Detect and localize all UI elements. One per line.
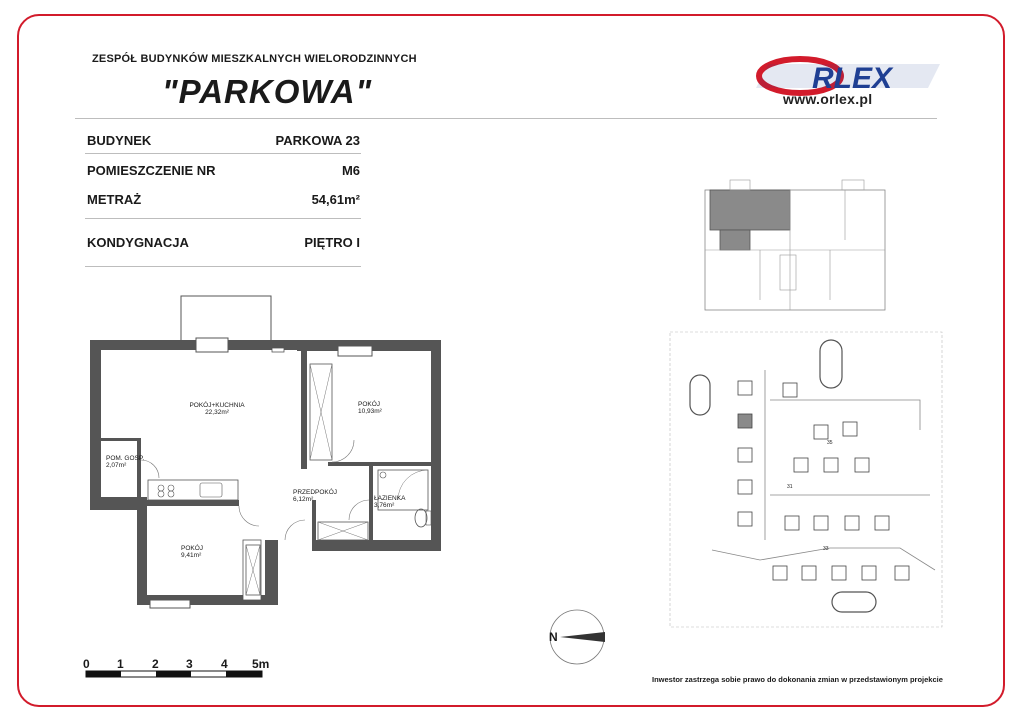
detail-label-area: METRAŻ: [87, 192, 142, 207]
scale-label-2: 2: [152, 657, 159, 671]
logo-url: www.orlex.pl: [783, 91, 873, 107]
site-label-31: 31: [787, 484, 793, 490]
room-label-utility: POM. GOSP. 2,07m²: [106, 455, 145, 469]
project-subtitle: ZESPÓŁ BUDYNKÓW MIESZKALNYCH WIELORODZINNYCH: [92, 53, 417, 65]
room-label-bathroom: ŁAZIENKA 3,76m²: [374, 495, 406, 509]
scale-label-3: 3: [186, 657, 193, 671]
detail-value-floor: PIĘTRO I: [304, 235, 360, 250]
detail-value-unit: M6: [341, 163, 360, 178]
room-label-living-kitchen: POKÓJ+KUCHNIA 22,32m²: [189, 402, 245, 416]
room-label-room-1: POKÓJ 10,93m²: [358, 401, 382, 415]
site-label-33: 33: [823, 546, 829, 552]
detail-label-unit: POMIESZCZENIE NR: [87, 163, 216, 178]
scale-label-4: 4: [221, 657, 228, 671]
scale-label-5m: 5m: [252, 657, 270, 671]
detail-value-area: 54,61m²: [311, 192, 360, 207]
scale-label-1: 1: [117, 657, 124, 671]
site-label-35: 35: [827, 440, 833, 446]
project-title: "PARKOWA": [162, 73, 373, 110]
detail-value-building: PARKOWA 23: [275, 133, 360, 148]
room-label-room-2: POKÓJ 9,41m²: [181, 545, 204, 559]
detail-label-building: BUDYNEK: [87, 133, 152, 148]
detail-label-floor: KONDYGNACJA: [87, 235, 189, 250]
logo-wordmark: RLEX: [812, 62, 893, 95]
room-label-hall: PRZEDPOKÓJ 6,12m²: [293, 489, 338, 503]
scale-label-0: 0: [83, 657, 90, 671]
disclaimer-text: Inwestor zastrzega sobie prawo do dokonania zmian w przedstawionym projekcie: [652, 675, 943, 684]
compass-label: N: [549, 630, 558, 644]
